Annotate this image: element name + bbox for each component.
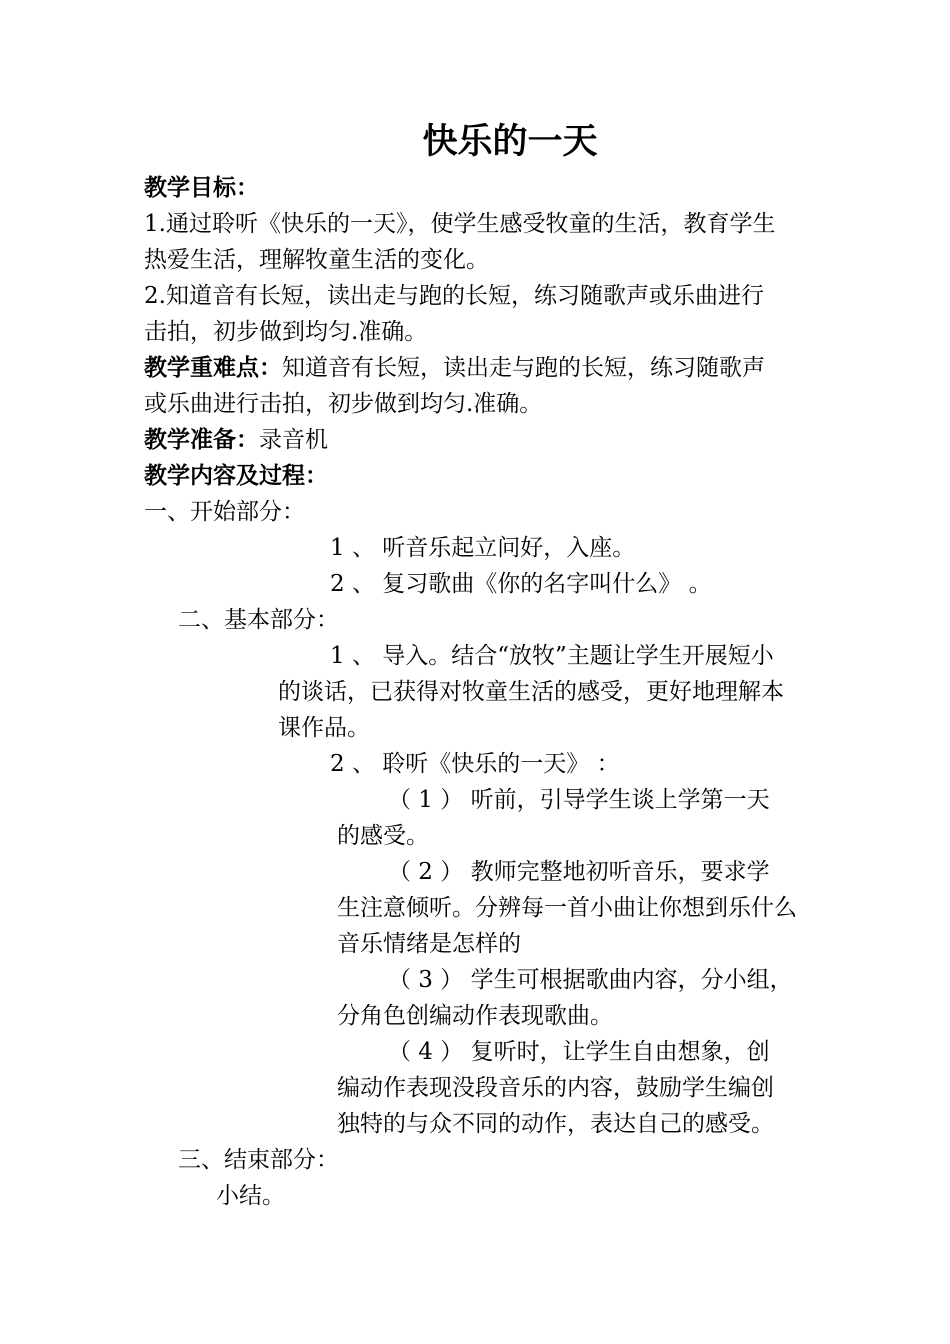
part1-step-1: 1 、 听音乐起立问好，入座。 <box>330 535 636 561</box>
part3-heading: 三、结束部分： <box>178 1147 339 1173</box>
part1-heading: 一、开始部分： <box>144 499 305 525</box>
key-points-label: 教学重难点： <box>144 355 282 381</box>
sub-2-line-3: 音乐情绪是怎样的 <box>337 931 521 957</box>
process-label: 教学内容及过程： <box>144 463 328 489</box>
part2-heading: 二、基本部分： <box>178 607 339 633</box>
sub-2-line-1: （ 2 ） 教师完整地初听音乐，要求学 <box>388 859 770 885</box>
part2-step-1-line-1: 1 、 导入。结合“放牧”主题让学生开展短小 <box>330 643 774 669</box>
sub-2-line-2: 生注意倾听。分辨每一首小曲让你想到乐什么 <box>337 895 797 921</box>
preparation-line <box>144 422 328 458</box>
part2-step-1-line-2: 的谈话，已获得对牧童生活的感受，更好地理解本 <box>278 679 784 705</box>
objective-1-line-2: 热爱生活，理解牧童生活的变化。 <box>144 247 489 273</box>
key-points-text-1: 知道音有长短，读出走与跑的长短，练习随歌声 <box>282 355 765 381</box>
key-points-line-1 <box>144 350 765 386</box>
part2-step-2: 2 、 聆听《快乐的一天》 ： <box>330 751 620 777</box>
objective-1-line-1: 1.通过聆听《快乐的一天》，使学生感受牧童的生活，教育学生 <box>144 211 776 237</box>
sub-1-line-2: 的感受。 <box>337 823 429 849</box>
key-points-line-2: 或乐曲进行击拍，初步做到均匀.准确。 <box>144 391 543 417</box>
sub-3-line-2: 分角色创编动作表现歌曲。 <box>337 1003 613 1029</box>
part3-summary: 小结。 <box>216 1183 285 1209</box>
objectives-label: 教学目标： <box>144 175 259 201</box>
sub-3-line-1: （ 3 ） 学生可根据歌曲内容，分小组， <box>388 967 793 993</box>
sub-4-line-3: 独特的与众不同的动作，表达自己的感受。 <box>337 1111 774 1137</box>
document-title: 快乐的一天 <box>422 122 598 162</box>
part2-step-1-line-3: 课作品。 <box>278 715 370 741</box>
objective-2-line-2: 击拍，初步做到均匀.准确。 <box>144 319 428 345</box>
sub-4-line-2: 编动作表现没段音乐的内容，鼓励学生编创 <box>337 1075 774 1101</box>
preparation-label: 教学准备： <box>144 427 259 453</box>
part1-step-2: 2 、 复习歌曲《你的名字叫什么》 。 <box>330 571 712 597</box>
sub-4-line-1: （ 4 ） 复听时，让学生自由想象，创 <box>388 1039 770 1065</box>
preparation-text: 录音机 <box>259 427 328 453</box>
sub-1-line-1: （ 1 ） 听前，引导学生谈上学第一天 <box>388 787 770 813</box>
objective-2-line-1: 2.知道音有长短，读出走与跑的长短，练习随歌声或乐曲进行 <box>144 283 764 309</box>
